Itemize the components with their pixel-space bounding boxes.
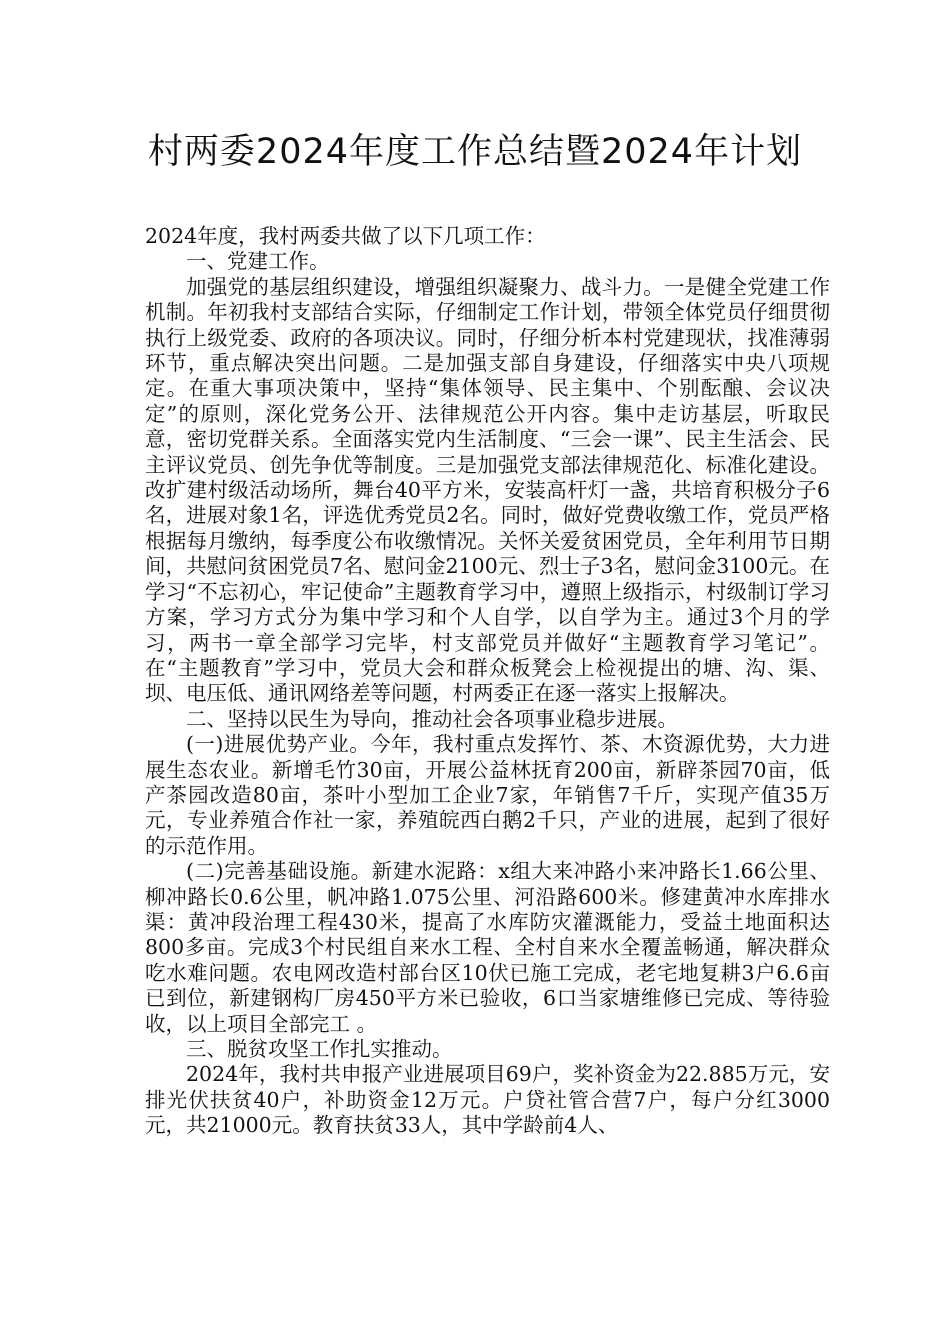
document-body (145, 224, 830, 1139)
paragraph-poverty: 2024年，我村共申报产业进展项目69户，奖补资金为22.885万元，安排光伏扶贫40户，补助资金12万元。户贷社管合营7户，每户分红3000元，共21000元。教育扶贫33人，其中学龄前4人、 (145, 1062, 830, 1138)
paragraph-infrastructure: (二)完善基础设施。新建水泥路：x组大来冲路小来冲路长1.66公里、柳冲路长0.6公里，帆冲路1.075公里、河沿路600米。修建黄冲水库排水渠：黄冲段治理工程430米，提高了水库防灾灌溉能力，受益土地面积达800多亩。完成3个村民组自来水工程、全村自来水全覆盖畅通，解决群众吃水难问题。农电网改造村部台区10伏已施工完成，老宅地复耕3户6.6亩已到位，新建钢构厂房450平方米已验收，6口当家塘维修已完成、等待验收，以上项目全部完工 。 (145, 859, 830, 1036)
document-title: 村两委2024年度工作总结暨2024年计划 (147, 132, 803, 172)
section-heading-party-building: 一、党建工作。 (186, 249, 330, 274)
section-heading-poverty: 三、脱贫攻坚工作扎实推动。 (186, 1037, 453, 1061)
paragraph-industry: (一)进展优势产业。今年，我村重点发挥竹、茶、木资源优势，大力进展生态农业。新增毛竹30亩，开展公益林抚育200亩，新辟茶园70亩，低产茶园改造80亩，茶叶小型加工企业7家，年销售7千斤，实现产值35万元，专业养殖合作社一家，养殖皖西白鹅2千只，产业的进展，起到了很好的示范作用。 (145, 732, 830, 858)
section-heading-livelihood: 二、坚持以民生为导向，推动社会各项事业稳步进展。 (186, 706, 678, 731)
paragraph-party-building: 加强党的基层组织建设，增强组织凝聚力、战斗力。一是健全党建工作机制。年初我村支部结合实际，仔细制定工作计划，带领全体党员仔细贯彻执行上级党委、政府的各项决议。同时，仔细分析本村党建现状，找准薄弱环节，重点解决突出问题。二是加强支部自身建设，仔细落实中央八项规定。在重大事项决策中，坚持“集体领导、民主集中、个别酝酿、会议决定”的原则，深化党务公开、法律规范公开内容。集中走访基层，听取民意，密切党群关系。全面落实党内生活制度、“三会一课”、民主生活会、民主评议党员、创先争优等制度。三是加强党支部法律规范化、标准化建设。改扩建村级活动场所，舞台40平方米，安装高杆灯一盏，共培育积极分子6名，进展对象1名，评选优秀党员2名。同时，做好党费收缴工作，党员严格根据每月缴纳，每季度公布收缴情况。关怀关爱贫困党员，全年利用节日期间，共慰问贫困党员7名、慰问金2100元、烈士子3名，慰问金3100元。在学习“不忘初心，牢记使命”主题教育学习中，遵照上级指示，村级制订学习方案，学习方式分为集中学习和个人自学，以自学为主。通过3个月的学习，两书一章全部学习完毕，村支部党员并做好“主题教育学习笔记”。在“主题教育”学习中，党员大会和群众板凳会上检视提出的塘、沟、渠、坝、电压低、通讯网络差等问题，村两委正在逐一落实上报解决。 (145, 274, 830, 706)
paragraph-intro: 2024年度，我村两委共做了以下几项工作： (145, 224, 546, 248)
